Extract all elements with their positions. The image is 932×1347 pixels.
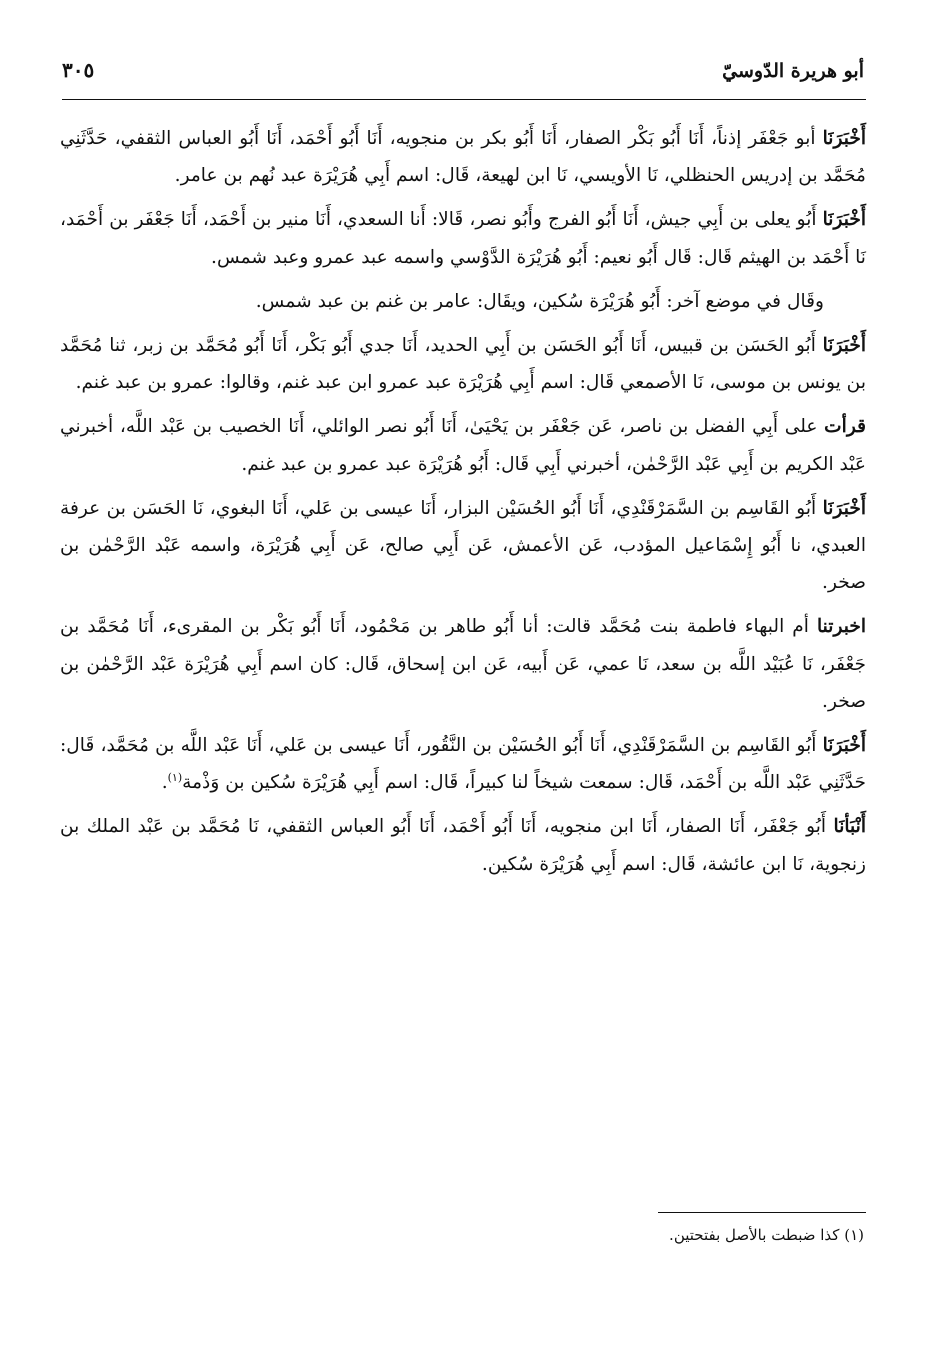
paragraph-text: وقَال في موضع آخر: أَبُو هُرَيْرَة سُكين، ويقَال: عامر بن غنم بن عبد شمس.	[255, 290, 824, 312]
running-title: أبو هريرة الدّوسيّ	[722, 60, 864, 82]
footnotes	[300, 1222, 864, 1248]
paragraph-lead: أَخْبَرَنَا	[822, 335, 866, 357]
paragraph-lead: أَخْبَرَنَا	[822, 735, 866, 757]
paragraph-text: أَبُو الحَسَن بن قبيس، أَنَا أَبُو الحَسَن بن أَبِي الحديد، أَنَا جدي أَبُو بَكْر، أَنَا أَبُو مُحَمَّد بن زبر، ثنا مُحَمَّد بن يونس بن موسى، نَا الأصمعي قَال: اسم أَبِي هُرَيْرَة عبد عمرو ابن عبد غنم، وقالوا: عمرو بن عبد غنم.	[60, 335, 866, 394]
paragraph	[60, 327, 866, 401]
paragraph-lead: أَخْبَرَنَا	[822, 128, 866, 149]
paragraph	[60, 490, 866, 602]
footnote-marker[interactable]: (١)	[167, 771, 183, 785]
footnote-rule	[658, 1212, 866, 1213]
page-number: ٣٠٥	[62, 58, 95, 82]
paragraph-lead: اخبرتنا	[817, 616, 866, 638]
page-header	[62, 52, 864, 96]
paragraph	[60, 608, 866, 720]
main-text	[60, 120, 866, 890]
paragraph	[60, 201, 866, 275]
paragraph	[60, 283, 866, 320]
paragraph-text-end: .	[161, 772, 168, 794]
paragraph-text: أَبُو القَاسِم بن السَّمَرْقَنْدِي، أَنَا أَبُو الحُسَيْن البزار، أَنَا عيسى بن عَلي، أَنَا البغوي، نَا الحَسَن بن عرفة العبدي، نا أَبُو إِسْمَاعيل المؤدب، عَن الأعمش، عَن أَبِي صالح، عَن أَبِي هُرَيْرَة، واسمه عَبْد الرَّحْمٰن بن صخر.	[60, 497, 866, 594]
paragraph-lead: قرأت	[824, 416, 866, 438]
paragraph-text: أَبُو يعلى بن أَبِي جيش، أَنَا أَبُو الفرج وأَبُو نصر، قَالا: أَنا السعدي، أَنَا منير بن أَحْمَد، أَنَا جَعْفَر بن أَحْمَد، نَا أَحْمَد بن الهيثم قَال: قَال أَبُو نعيم: أَبُو هُرَيْرَة الدَّوْسي واسمه عبد عمرو وعبد شمس.	[60, 209, 866, 268]
paragraph-lead: أَخْبَرَنَا	[822, 209, 866, 231]
paragraph	[60, 408, 866, 482]
paragraph-text: أم البهاء فاطمة بنت مُحَمَّد قالت: أنا أَبُو طاهر بن مَحْمُود، أَنَا أَبُو بَكْر بن المقرىء، أَنَا مُحَمَّد بن جَعْفَر، نَا عُبَيْد اللَّه بن سعد، نَا عمي، عَن أَبيه، عَن ابن إسحاق، قَال: كان اسم أَبِي هُرَيْرَة عَبْد الرَّحْمٰن بن صخر.	[60, 616, 866, 712]
paragraph-lead: أَخْبَرَنَا	[822, 497, 866, 519]
paragraph	[60, 808, 866, 882]
paragraph-text: أَبُو جَعْفَر، أَنَا الصفار، أَنَا ابن منجويه، أَنَا أَبُو أَحْمَد، أَنَا أَبُو العباس الثقفي، نَا مُحَمَّد بن عَبْد الملك بن زنجوية، نَا ابن عائشة، قَال: اسم أَبِي هُرَيْرَة سُكين.	[60, 816, 866, 875]
footnote-text: كذا ضبطت بالأصل بفتحتين.	[669, 1226, 840, 1244]
paragraph	[60, 120, 866, 194]
footnote-number: (١)	[844, 1226, 864, 1244]
header-rule	[62, 99, 866, 100]
footnote	[300, 1222, 864, 1248]
paragraph-text: أَبُو القَاسِم بن السَّمَرْقَنْدِي، أَنَا أَبُو الحُسَيْن بن النَّقُور، أَنَا عيسى بن عَلي، أَنَا عَبْد اللَّه بن مُحَمَّد، قَال: حَدَّثَنِي عَبْد اللَّه بن أَحْمَد، قَال: سمعت شيخاً لنا كبيراً، قَال: اسم أَبِي هُرَيْرَة سُكين بن وَذْمة	[60, 735, 866, 794]
paragraph	[60, 727, 866, 801]
paragraph-text: على أَبِي الفضل بن ناصر، عَن جَعْفَر بن يَحْيَىٰ، أَنَا أَبُو نصر الوائلي، أَنَا الخصيب بن عَبْد اللَّه، أخبرني عَبْد الكريم بن أَبِي عَبْد الرَّحْمٰن، أخبرني أَبِي قَال: أَبُو هُرَيْرَة عبد عمرو بن عبد غنم.	[60, 416, 866, 475]
paragraph-text: أبو جَعْفَر إذناً، أَنَا أَبُو بَكْر الصفار، أَنَا أَبُو بكر بن منجويه، أَنَا أَبُو أَحْمَد، أَنَا أَبُو العباس الثقفي، حَدَّثَنِي مُحَمَّد بن إدريس الحنظلي، نَا الأويسي، نَا ابن لهيعة، قَال: اسم أَبِي هُرَيْرَة عبد نُهم بن عامر.	[60, 128, 866, 187]
paragraph-lead: أَنْبَأنَا	[833, 816, 866, 838]
